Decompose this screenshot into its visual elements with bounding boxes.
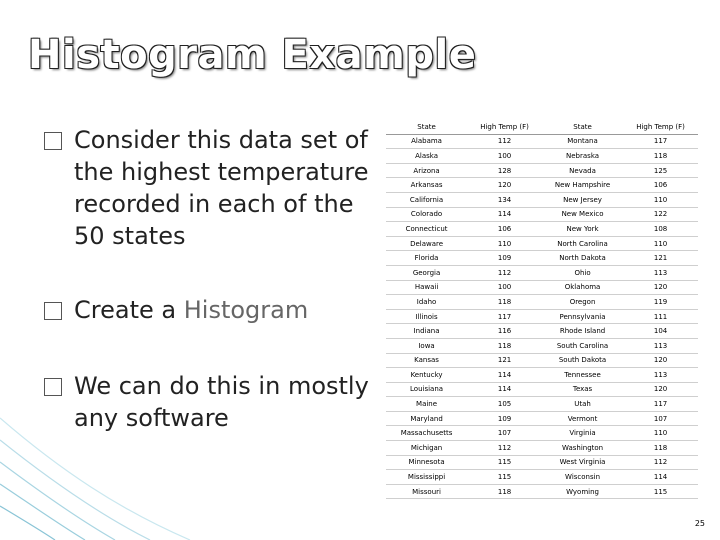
table-cell: Kentucky (386, 368, 467, 383)
table-cell: Vermont (542, 411, 623, 426)
table-cell: 118 (467, 484, 542, 499)
table-cell: Rhode Island (542, 324, 623, 339)
table-cell: 117 (623, 397, 698, 412)
table-cell: 116 (467, 324, 542, 339)
table-cell: Colorado (386, 207, 467, 222)
table-cell: 118 (623, 441, 698, 456)
table-cell: 120 (623, 280, 698, 295)
table-cell: Minnesota (386, 455, 467, 470)
table-row (386, 178, 698, 193)
table-cell: 110 (623, 236, 698, 251)
table-cell: Kansas (386, 353, 467, 368)
table-cell: 115 (467, 470, 542, 485)
table-cell: 108 (623, 222, 698, 237)
table-row (386, 192, 698, 207)
table-row (386, 163, 698, 178)
table-row (386, 382, 698, 397)
table-cell: 114 (467, 207, 542, 222)
table-cell: 109 (467, 251, 542, 266)
table-cell: 120 (467, 178, 542, 193)
table-cell: New Mexico (542, 207, 623, 222)
column-header: High Temp (F) (467, 120, 542, 134)
table-cell: Missouri (386, 484, 467, 499)
table-cell: Hawaii (386, 280, 467, 295)
table-cell: 115 (467, 455, 542, 470)
table-cell: Illinois (386, 309, 467, 324)
square-bullet-icon (44, 378, 62, 396)
table-cell: 110 (623, 426, 698, 441)
table-cell: 106 (623, 178, 698, 193)
bullet-text: Create a (74, 296, 177, 324)
table-cell: 120 (623, 353, 698, 368)
table-cell: 117 (467, 309, 542, 324)
table-cell: Louisiana (386, 382, 467, 397)
table-cell: 107 (623, 411, 698, 426)
table-cell: Oklahoma (542, 280, 623, 295)
table-cell: Connecticut (386, 222, 467, 237)
table-cell: 128 (467, 163, 542, 178)
table-cell: 118 (467, 295, 542, 310)
table-cell: 109 (467, 411, 542, 426)
table-row (386, 236, 698, 251)
table-cell: 112 (467, 441, 542, 456)
table-cell: 106 (467, 222, 542, 237)
table-cell: 112 (467, 265, 542, 280)
table-cell: Tennessee (542, 368, 623, 383)
table-cell: 113 (623, 265, 698, 280)
table-cell: Michigan (386, 441, 467, 456)
slide-title: Histogram Example (28, 32, 477, 78)
table-cell: Florida (386, 251, 467, 266)
table-cell: Nebraska (542, 149, 623, 164)
table-cell: 114 (467, 382, 542, 397)
table-cell: North Dakota (542, 251, 623, 266)
table-cell: South Carolina (542, 338, 623, 353)
bullet-list (44, 124, 374, 434)
bullet-item (44, 294, 374, 326)
table-row (386, 426, 698, 441)
table-cell: Texas (542, 382, 623, 397)
table-cell: 104 (623, 324, 698, 339)
table-cell: Oregon (542, 295, 623, 310)
table-row (386, 280, 698, 295)
column-header: State (386, 120, 467, 134)
table-cell: Georgia (386, 265, 467, 280)
table-cell: Arizona (386, 163, 467, 178)
table-row (386, 265, 698, 280)
table-cell: 112 (467, 134, 542, 149)
table-cell: 134 (467, 192, 542, 207)
table-cell: 118 (623, 149, 698, 164)
table-cell: California (386, 192, 467, 207)
table-cell: 122 (623, 207, 698, 222)
table-cell: 118 (467, 338, 542, 353)
table-cell: Arkansas (386, 178, 467, 193)
table-cell: 119 (623, 295, 698, 310)
table-row (386, 353, 698, 368)
table-cell: North Carolina (542, 236, 623, 251)
table-cell: 114 (623, 470, 698, 485)
table-row (386, 368, 698, 383)
table-cell: 113 (623, 368, 698, 383)
table-cell: New Jersey (542, 192, 623, 207)
table-row (386, 309, 698, 324)
table-row (386, 149, 698, 164)
table-cell: Idaho (386, 295, 467, 310)
table-row (386, 411, 698, 426)
table-cell: Alabama (386, 134, 467, 149)
table-row (386, 207, 698, 222)
table-cell: South Dakota (542, 353, 623, 368)
table-body (386, 134, 698, 499)
table-cell: Wyoming (542, 484, 623, 499)
table-cell: New York (542, 222, 623, 237)
table-cell: Maryland (386, 411, 467, 426)
table-cell: Pennsylvania (542, 309, 623, 324)
table-cell: Iowa (386, 338, 467, 353)
table-cell: New Hampshire (542, 178, 623, 193)
bullet-text: We can do this in mostly any software (74, 372, 369, 432)
table-row (386, 324, 698, 339)
table-cell: Indiana (386, 324, 467, 339)
bullet-text: Consider this data set of the highest temperature recorded in each of the 50 states (74, 126, 369, 250)
temperature-table (386, 120, 698, 499)
table-cell: Virginia (542, 426, 623, 441)
table-cell: 110 (467, 236, 542, 251)
bullet-item (44, 124, 374, 252)
table-cell: 121 (623, 251, 698, 266)
table-cell: Utah (542, 397, 623, 412)
table-cell: Wisconsin (542, 470, 623, 485)
table-row (386, 397, 698, 412)
square-bullet-icon (44, 132, 62, 150)
table-cell: 117 (623, 134, 698, 149)
table-cell: 112 (623, 455, 698, 470)
table-cell: 105 (467, 397, 542, 412)
table-cell: 113 (623, 338, 698, 353)
table-cell: Nevada (542, 163, 623, 178)
table-cell: Maine (386, 397, 467, 412)
table-cell: Delaware (386, 236, 467, 251)
column-header: State (542, 120, 623, 134)
table-row (386, 470, 698, 485)
table-cell: 114 (467, 368, 542, 383)
bullet-accent-text: Histogram (183, 296, 309, 324)
table-cell: Montana (542, 134, 623, 149)
column-header: High Temp (F) (623, 120, 698, 134)
table-cell: Ohio (542, 265, 623, 280)
table-cell: 111 (623, 309, 698, 324)
table-cell: Alaska (386, 149, 467, 164)
table-row (386, 251, 698, 266)
square-bullet-icon (44, 302, 62, 320)
table-row (386, 222, 698, 237)
page-number: 25 (694, 519, 705, 528)
table-row (386, 455, 698, 470)
table-row (386, 484, 698, 499)
table-cell: 120 (623, 382, 698, 397)
table-cell: 100 (467, 280, 542, 295)
table-row (386, 134, 698, 149)
table-row (386, 295, 698, 310)
table-cell: 121 (467, 353, 542, 368)
table-cell: 100 (467, 149, 542, 164)
table-cell: Washington (542, 441, 623, 456)
table-row (386, 338, 698, 353)
table-row (386, 441, 698, 456)
table-cell: 125 (623, 163, 698, 178)
table-cell: 107 (467, 426, 542, 441)
table-cell: Massachusetts (386, 426, 467, 441)
table-cell: 110 (623, 192, 698, 207)
table-cell: West Virginia (542, 455, 623, 470)
bullet-item (44, 370, 374, 434)
table-header-row (386, 120, 698, 134)
table-cell: 115 (623, 484, 698, 499)
table-cell: Mississippi (386, 470, 467, 485)
